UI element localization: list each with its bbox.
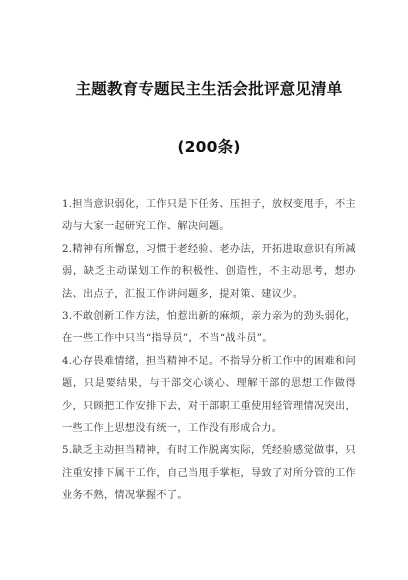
document-title: 主题教育专题民主生活会批评意见清单(200条) xyxy=(75,80,343,156)
list-item: 2.精神有所懈怠，习惯于老经验、老办法，开拓进取意识有所减弱，缺乏主动谋划工作的积极性、创造性，不主动思考，想办法、出点子，汇报工作讲问题多，提对策、建议少。 xyxy=(62,243,356,300)
list-item: 1.担当意识弱化，工作只是下任务、压担子，放权变甩手，不主动与大家一起研究工作、解决问题。 xyxy=(62,199,356,233)
list-item: 4.心存畏难情绪，担当精神不足。不指导分析工作中的困难和问题，只是要结果，与干部交心谈心、理解干部的思想工作做得少，只顾把工作安排下去，对干部职工重使用轻管理情况突出，一些工作上思想没有统一，工作没有形成合力。 xyxy=(62,355,356,435)
list-item: 5.缺乏主动担当精神，有时工作脱离实际，凭经验感觉做事，只注重安排下属干工作，自己当甩手掌柜，导致了对所分管的工作业务不熟，情况掌握不了。 xyxy=(62,445,356,502)
criticism-list xyxy=(62,194,356,508)
list-item: 3.不敢创新工作方法，怕惹出新的麻烦，亲力亲为的劲头弱化，在一些工作中只当“指导员”，不当“战斗员”。 xyxy=(62,311,356,345)
